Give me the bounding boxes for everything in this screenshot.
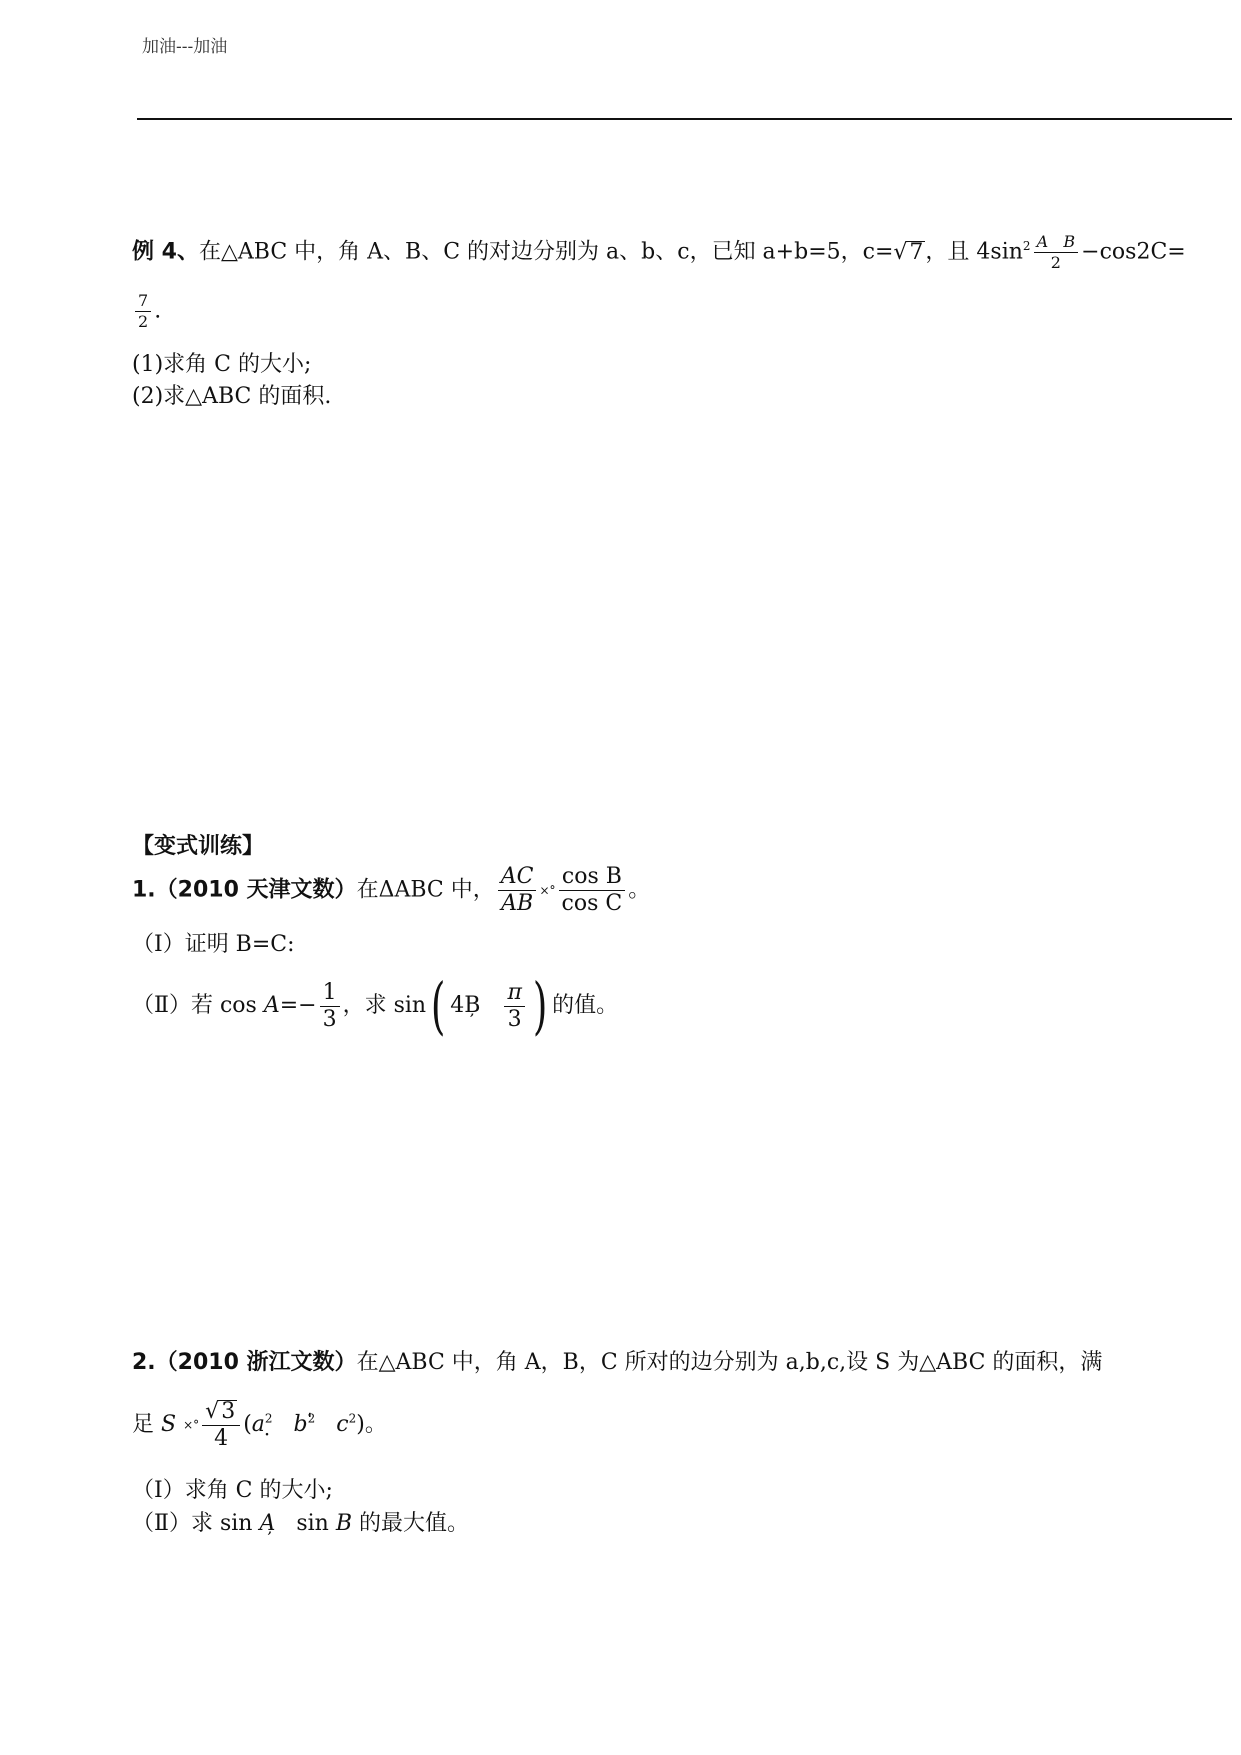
problem2-source: （2010 浙江文数） [155, 1350, 357, 1375]
example4-text3: −cos2C= [1081, 239, 1186, 265]
problem1-question-1: （Ⅰ）证明 B=C: [132, 932, 295, 957]
frac-cosb-cosc: $\frac{\text{cos B}}{\text{cos C}}$ [559, 866, 626, 915]
page-header: 加油---加油 [142, 37, 228, 57]
example4-text1: 在△ABC 中，角 A、B、C 的对边分别为 a、b、c，已知 a+b=5，c= [198, 239, 894, 265]
problem1-question-2: （Ⅱ）若 cos A=− $\frac{1}{3}$ ，求 sin( 4B $\frac{\pi}{3}$ ) 的值。 [132, 969, 619, 1042]
problem2-formula: 足 S ×° $\frac{√3}{4}$ ($a^2$ $b^2$ $c^2$)。 [132, 1399, 387, 1451]
example4-text2: ，且 4sin [925, 239, 1023, 265]
sqrt-7: √7 [893, 239, 924, 265]
problem2-statement: 2.（2010 浙江文数）在△ABC 中，角 A，B，C 所对的边分别为 a,b,c,设 S 为△ABC 的面积，满 [132, 1350, 1103, 1375]
problem1-source: （2010 天津文数） [155, 877, 357, 903]
header-rule [137, 118, 1232, 120]
frac-1-3: $\frac{1}{3}$ [320, 982, 340, 1031]
frac-pi-3: $\frac{\pi}{3}$ [504, 982, 524, 1031]
equals-mark: ×° [539, 883, 556, 898]
problem2-question-1: （Ⅰ）求角 C 的大小; [132, 1478, 333, 1503]
frac-ac-ab: $\frac{AC}{AB}$ [498, 866, 537, 915]
frac-half-a-b: $\frac{\text{A B}}{2}$ [1034, 234, 1079, 271]
example4-label: 例 4、 [132, 239, 199, 265]
problem2-question-2: （Ⅱ）求 sin A sin B 的最大值。 [132, 1511, 470, 1536]
frac-sqrt3-4: $\frac{√3}{4}$ [202, 1400, 240, 1450]
frac-7-2: $\frac{7}{2}$ [135, 293, 151, 330]
example4-question-2: (2)求△ABC 的面积. [132, 384, 332, 409]
example4-question-1: (1)求角 C 的大小; [132, 352, 312, 377]
problem1-statement: 1.（2010 天津文数）在ΔABC 中， $\frac{AC}{AB}$ ×° $\frac{\text{cos B}}{\text{cos C}}$ 。 [132, 864, 651, 916]
example4-result: $\frac{7}{2}$ . [132, 293, 161, 330]
example4-statement: 例 4、在△ABC 中，角 A、B、C 的对边分别为 a、b、c，已知 a+b=5，c=√7，且 $4\sin^2$ $\frac{\text{A B}}{2}$ −cos2C= [132, 232, 1186, 272]
variants-heading: 【变式训练】 [132, 834, 265, 859]
